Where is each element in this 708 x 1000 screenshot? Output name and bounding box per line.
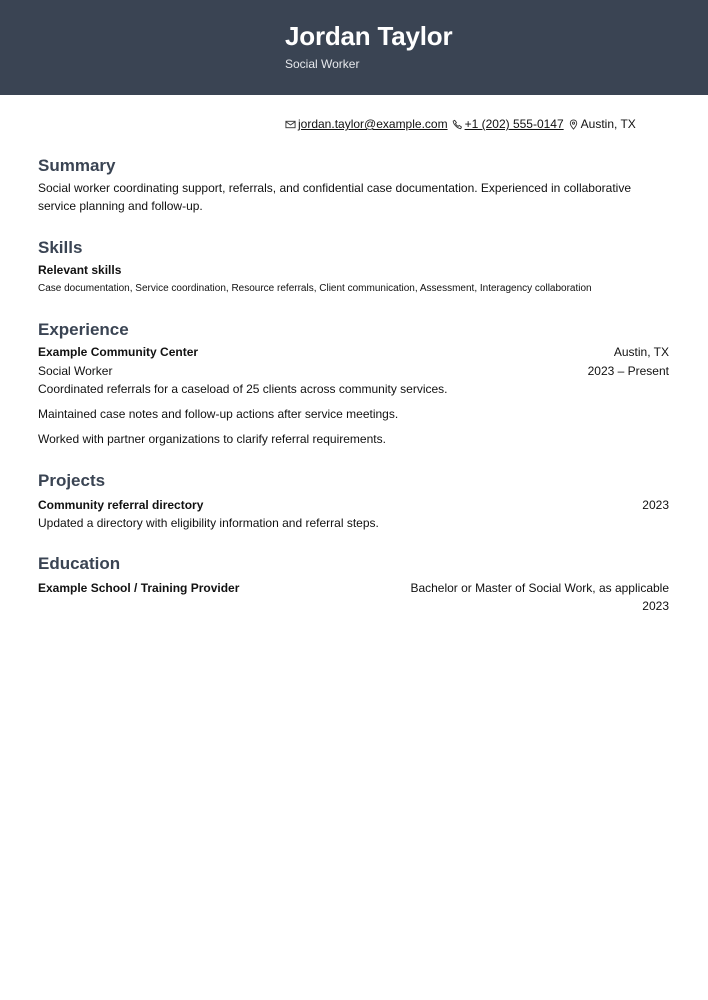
education-heading: Education — [38, 554, 121, 573]
experience-dates: 2023 – Present — [587, 364, 669, 378]
experience-bullet: Coordinated referrals for a caseload of 25 clients across community services. — [38, 382, 448, 396]
summary-section — [38, 156, 669, 215]
experience-heading: Experience — [38, 320, 129, 339]
candidate-name: Jordan Taylor — [285, 21, 453, 51]
skills-list: Case documentation, Service coordination, Resource referrals, Client communication, Assessment, Interagency collaboration — [38, 283, 592, 294]
experience-section — [38, 320, 669, 448]
experience-location: Austin, TX — [613, 345, 669, 359]
contact-bar — [285, 117, 640, 131]
summary-heading: Summary — [38, 156, 116, 175]
mail-icon — [285, 119, 296, 130]
resume-header — [0, 0, 708, 95]
education-year-row — [38, 597, 669, 615]
experience-bullet: Worked with partner organizations to clarify referral requirements. — [38, 432, 386, 446]
education-year: 2023 — [642, 599, 669, 613]
phone-icon — [452, 119, 463, 130]
education-school: Example School / Training Provider — [38, 581, 240, 595]
summary-text: Social worker coordinating support, referrals, and confidential case documentation. Experienced in collaborative service planning and follow-up. — [38, 181, 631, 213]
location-contact — [568, 117, 636, 131]
phone-link[interactable]: +1 (202) 555-0147 — [464, 117, 564, 131]
education-degree: Bachelor or Master of Social Work, as applicable — [410, 581, 669, 595]
education-row — [38, 579, 669, 597]
project-description: Updated a directory with eligibility information and referral steps. — [38, 516, 379, 530]
candidate-role: Social Worker — [285, 57, 360, 71]
experience-position-row — [38, 362, 669, 380]
email-link[interactable]: jordan.taylor@example.com — [298, 117, 448, 131]
phone-contact[interactable] — [452, 117, 564, 131]
location-text: Austin, TX — [580, 117, 636, 131]
email-contact[interactable] — [285, 117, 448, 131]
project-name: Community referral directory — [38, 498, 204, 512]
experience-org: Example Community Center — [38, 345, 199, 359]
experience-position: Social Worker — [38, 364, 113, 378]
project-year: 2023 — [642, 498, 669, 512]
education-section — [38, 554, 669, 615]
skills-heading: Skills — [38, 238, 83, 257]
skills-section — [38, 238, 669, 294]
skills-subtitle: Relevant skills — [38, 263, 122, 277]
location-pin-icon — [568, 119, 579, 130]
experience-org-row — [38, 343, 669, 361]
project-row — [38, 496, 669, 514]
projects-section — [38, 471, 669, 532]
projects-heading: Projects — [38, 471, 106, 490]
experience-bullet: Maintained case notes and follow-up actions after service meetings. — [38, 407, 399, 421]
